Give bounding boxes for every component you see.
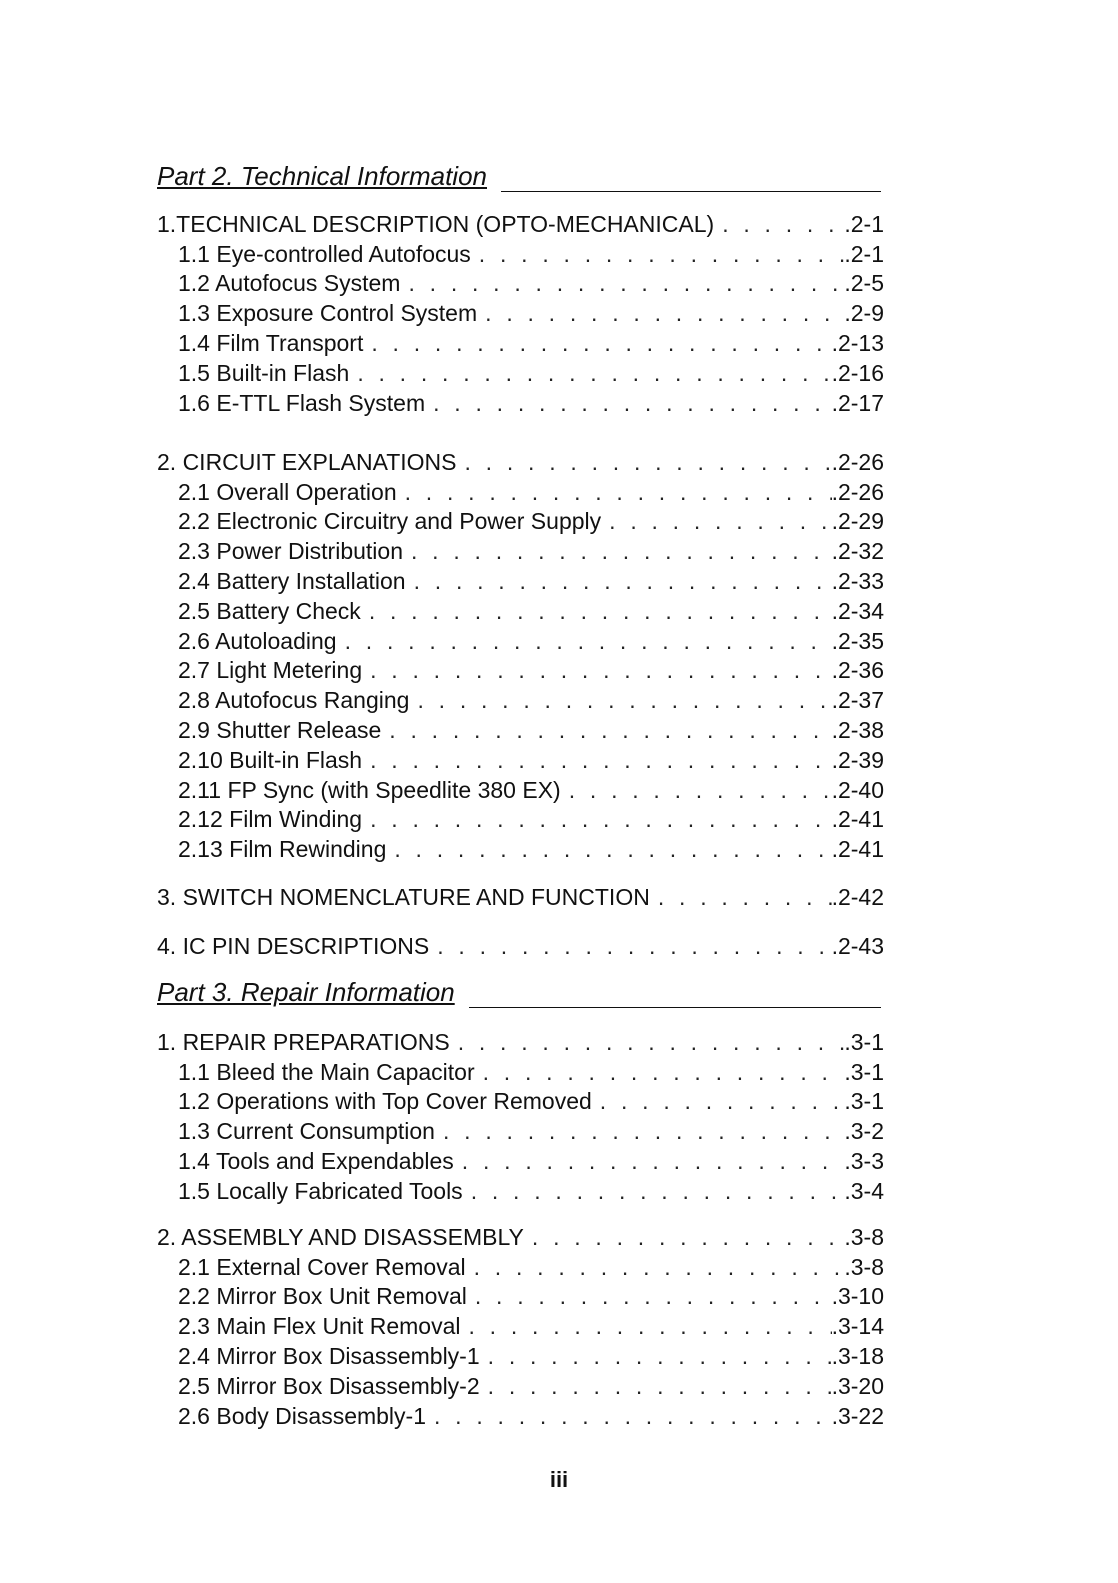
toc-entry[interactable] (157, 534, 884, 564)
toc-entry-title: 1.4 Film Transport (178, 329, 364, 356)
toc-entry-page: .2-34 (831, 597, 884, 624)
toc-entry-title: 2.9 Shutter Release (178, 716, 382, 743)
part2-heading (157, 156, 881, 192)
toc-entry-title: 1.1 Bleed the Main Capacitor (178, 1058, 475, 1085)
toc-part2-section3 (157, 880, 884, 910)
part2-heading-text: Part 2. Technical Information (157, 161, 501, 192)
toc-part3-section2 (157, 1220, 884, 1429)
dot-leader (362, 657, 831, 683)
toc-entry[interactable] (157, 237, 884, 267)
toc-entry-title: 1.5 Locally Fabricated Tools (178, 1177, 463, 1204)
dot-leader (397, 479, 832, 505)
toc-entry-title: 2.8 Autofocus Ranging (178, 687, 410, 714)
dot-leader (480, 1373, 832, 1399)
toc-entry-title: 2.1 Overall Operation (178, 478, 397, 505)
toc-entry-title: 2.4 Battery Installation (178, 567, 406, 594)
dot-leader (363, 330, 831, 356)
toc-entry[interactable] (157, 296, 884, 326)
toc-entry[interactable] (157, 1055, 884, 1085)
toc-entry-page: .2-43 (831, 932, 884, 959)
dot-leader (386, 836, 831, 862)
toc-entry[interactable] (157, 654, 884, 684)
toc-part2-section4 (157, 929, 884, 959)
toc-entry[interactable] (157, 1174, 884, 1204)
toc-entry[interactable] (157, 1369, 884, 1399)
toc-entry-title: 2.11 FP Sync (with Speedlite 380 EX) (178, 776, 561, 803)
toc-entry-page: .2-26 (831, 478, 884, 505)
toc-entry-title: 3. SWITCH NOMENCLATURE AND FUNCTION (157, 883, 650, 910)
toc-entry-page: .2-33 (831, 567, 884, 594)
toc-entry[interactable] (157, 624, 884, 654)
toc-entry-page: .3-3 (844, 1147, 884, 1174)
dot-leader (400, 270, 844, 296)
dot-leader (403, 538, 832, 564)
toc-entry[interactable] (157, 594, 884, 624)
part3-heading-text: Part 3. Repair Information (157, 977, 469, 1008)
toc-entry-page: .2-17 (831, 389, 884, 416)
toc-entry-title: 1.5 Built-in Flash (178, 359, 350, 386)
dot-leader (429, 933, 831, 959)
toc-entry-page: .2-40 (831, 776, 884, 803)
toc-entry-page: .3-8 (844, 1223, 884, 1250)
toc-entry-title: 2.2 Electronic Circuitry and Power Supply (178, 508, 602, 535)
toc-entry[interactable] (157, 207, 884, 237)
toc-entry-title: 1.TECHNICAL DESCRIPTION (OPTO-MECHANICAL) (157, 210, 715, 237)
toc-entry-title: 2.7 Light Metering (178, 657, 363, 684)
toc-entry-page: .2-13 (831, 329, 884, 356)
toc-entry-page: .3-8 (844, 1253, 884, 1280)
dot-leader (467, 1283, 832, 1309)
dot-leader (337, 628, 832, 654)
dot-leader (454, 1148, 845, 1174)
toc-entry-page: .3-18 (831, 1342, 884, 1369)
toc-entry-title: 2.3 Main Flex Unit Removal (178, 1313, 461, 1340)
toc-entry[interactable] (157, 445, 884, 475)
dot-leader (461, 1313, 832, 1339)
toc-entry-title: 2. ASSEMBLY AND DISASSEMBLY (157, 1223, 524, 1250)
toc-entry-page: .2-39 (831, 746, 884, 773)
dot-leader (450, 1029, 845, 1055)
toc-entry-page: .2-36 (831, 657, 884, 684)
toc-entry-page: .3-4 (844, 1177, 884, 1204)
toc-entry-page: .3-22 (831, 1402, 884, 1429)
toc-entry-title: 2.1 External Cover Removal (178, 1253, 466, 1280)
toc-entry-title: 1.2 Operations with Top Cover Removed (178, 1088, 592, 1115)
dot-leader (463, 1178, 845, 1204)
toc-entry-page: .3-20 (831, 1372, 884, 1399)
toc-entry[interactable] (157, 1025, 884, 1055)
dot-leader (381, 717, 831, 743)
toc-entry-title: 2.5 Battery Check (178, 597, 361, 624)
dot-leader (561, 777, 832, 803)
toc-entry-page: .3-14 (831, 1313, 884, 1340)
toc-entry[interactable] (157, 832, 884, 862)
dot-leader (457, 449, 832, 475)
page-number: iii (549, 1467, 569, 1492)
dot-leader (480, 1343, 832, 1369)
toc-entry[interactable] (157, 1085, 884, 1115)
toc-entry[interactable] (157, 929, 884, 959)
dot-leader (361, 598, 832, 624)
toc-entry[interactable] (157, 1114, 884, 1144)
toc-entry[interactable] (157, 475, 884, 505)
toc-entry-page: .2-9 (844, 300, 884, 327)
toc-entry-title: 1. REPAIR PREPARATIONS (157, 1028, 450, 1055)
toc-entry-page: .2-41 (831, 806, 884, 833)
toc-entry-title: 2.3 Power Distribution (178, 538, 403, 565)
dot-leader (466, 1254, 845, 1280)
toc-entry[interactable] (157, 1339, 884, 1369)
toc-entry-page: .2-1 (844, 240, 884, 267)
toc-entry-page: .2-1 (844, 210, 884, 237)
dot-leader (406, 568, 832, 594)
toc-entry-page: .2-42 (831, 883, 884, 910)
toc-entry[interactable] (157, 1250, 884, 1280)
toc-entry-title: 2.13 Film Rewinding (178, 836, 387, 863)
toc-entry-title: 2.12 Film Winding (178, 806, 363, 833)
toc-entry-title: 1.4 Tools and Expendables (178, 1147, 454, 1174)
toc-entry-title: 4. IC PIN DESCRIPTIONS (157, 932, 430, 959)
toc-entry[interactable] (157, 267, 884, 297)
dot-leader (475, 1059, 845, 1085)
toc-entry-title: 1.2 Autofocus System (178, 270, 401, 297)
toc-entry-page: .2-32 (831, 538, 884, 565)
toc-entry[interactable] (157, 386, 884, 416)
dot-leader (524, 1224, 844, 1250)
toc-entry[interactable] (157, 1399, 884, 1429)
toc-entry-page: .2-29 (831, 508, 884, 535)
dot-leader (362, 806, 831, 832)
toc-entry[interactable] (157, 713, 884, 743)
dot-leader (425, 390, 831, 416)
toc-entry-page: .3-10 (831, 1283, 884, 1310)
toc-entry[interactable] (157, 1220, 884, 1250)
toc-part2-section2 (157, 445, 884, 862)
toc-entry-title: 2.6 Autoloading (178, 627, 337, 654)
dot-leader (409, 687, 831, 713)
toc-entry-page: .2-26 (831, 448, 884, 475)
part3-heading (157, 972, 881, 1008)
toc-entry-title: 2. CIRCUIT EXPLANATIONS (157, 448, 457, 475)
toc-entry-page: .3-1 (844, 1028, 884, 1055)
toc-entry-title: 2.2 Mirror Box Unit Removal (178, 1283, 467, 1310)
toc-entry[interactable] (157, 1144, 884, 1174)
toc-entry[interactable] (157, 564, 884, 594)
toc-part3-section1 (157, 1025, 884, 1204)
toc-entry-title: 2.6 Body Disassembly-1 (178, 1402, 426, 1429)
toc-entry-page: .2-37 (831, 687, 884, 714)
toc-entry[interactable] (157, 1309, 884, 1339)
toc-entry-page: .3-2 (844, 1118, 884, 1145)
toc-entry-title: 1.3 Current Consumption (178, 1118, 435, 1145)
toc-entry-page: .2-16 (831, 359, 884, 386)
toc-entry-page: .2-5 (844, 270, 884, 297)
toc-entry-page: .2-38 (831, 716, 884, 743)
toc-entry-page: .2-41 (831, 836, 884, 863)
toc-part2-section1 (157, 207, 884, 416)
dot-leader (362, 747, 831, 773)
toc-entry-page: .3-1 (844, 1088, 884, 1115)
toc-entry-title: 2.5 Mirror Box Disassembly-2 (178, 1372, 480, 1399)
dot-leader (349, 360, 831, 386)
dot-leader (471, 241, 845, 267)
dot-leader (601, 508, 831, 534)
toc-entry[interactable] (157, 743, 884, 773)
toc-entry-title: 1.1 Eye-controlled Autofocus (178, 240, 471, 267)
toc-entry[interactable] (157, 1280, 884, 1310)
dot-leader (592, 1088, 845, 1114)
toc-entry[interactable] (157, 773, 884, 803)
toc-entry-title: 1.6 E-TTL Flash System (178, 389, 426, 416)
dot-leader (426, 1403, 832, 1429)
toc-entry-title: 1.3 Exposure Control System (178, 300, 478, 327)
toc-entry-title: 2.4 Mirror Box Disassembly-1 (178, 1342, 480, 1369)
dot-leader (435, 1118, 844, 1144)
dot-leader (650, 884, 832, 910)
toc-entry[interactable] (157, 880, 884, 910)
toc-entry[interactable] (157, 326, 884, 356)
toc-entry-page: .3-1 (844, 1058, 884, 1085)
toc-entry-title: 2.10 Built-in Flash (178, 746, 363, 773)
toc-entry[interactable] (157, 803, 884, 833)
dot-leader (477, 300, 844, 326)
toc-entry-page: .2-35 (831, 627, 884, 654)
toc-entry[interactable] (157, 683, 884, 713)
toc-entry[interactable] (157, 356, 884, 386)
dot-leader (714, 211, 844, 237)
toc-entry[interactable] (157, 505, 884, 535)
